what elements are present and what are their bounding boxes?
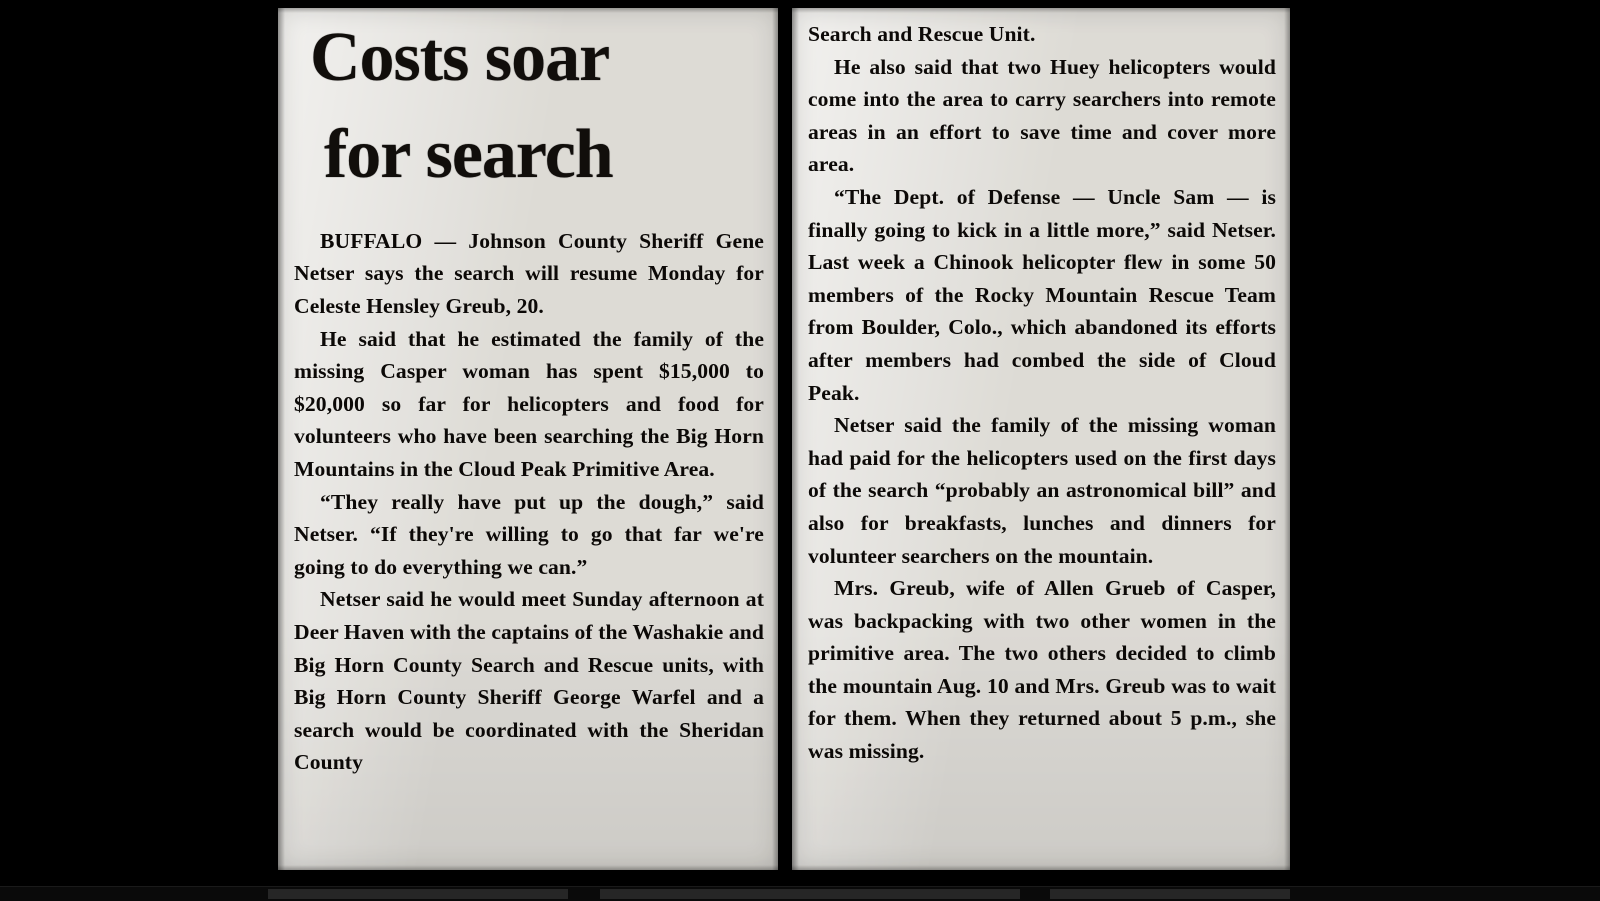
headline-line-1: Costs soar bbox=[310, 19, 610, 96]
article-column-right bbox=[792, 8, 1290, 870]
strip-segment bbox=[1050, 889, 1290, 899]
paragraph: “The Dept. of Defense — Uncle Sam — is finally going to kick in a little more,” said Netser. Last week a Chinook helicopter flew in some 50 members of the Rocky Mountain Rescue Team from Boulder, Colo., which abandoned its efforts after members had combed the side of Cloud Peak. bbox=[808, 184, 1276, 405]
article-body-left bbox=[294, 225, 764, 779]
tear-edge-bottom bbox=[278, 865, 778, 870]
tear-edge-top bbox=[792, 8, 1290, 13]
paragraph: He said that he estimated the family of the missing Casper woman has spent $15,000 to $20,000 so far for helicopters and food for volunteers who have been searching the Big Horn Mountains in the Cloud Peak Primitive Area. bbox=[294, 326, 764, 481]
tear-edge-top bbox=[278, 8, 778, 13]
newspaper-clipping bbox=[278, 8, 1290, 870]
paragraph: Search and Rescue Unit. bbox=[808, 22, 1036, 46]
tear-edge-right bbox=[1284, 8, 1290, 870]
paragraph: “They really have put up the dough,” said Netser. “If they're willing to go that far we're going to do everything we can.” bbox=[294, 489, 764, 579]
strip-segment bbox=[268, 889, 568, 899]
paragraph: Netser said the family of the missing woman had paid for the helicopters used on the first days of the search “probably an astronomical bill” and also for breakfasts, lunches and dinners for volunteer searchers on the mountain. bbox=[808, 413, 1276, 568]
paragraph: BUFFALO — Johnson County Sheriff Gene Netser says the search will resume Monday for Celeste Hensley Greub, 20. bbox=[294, 228, 764, 318]
paragraph: Mrs. Greub, wife of Allen Grueb of Casper, was backpacking with two other women in the primitive area. The two others decided to climb the mountain Aug. 10 and Mrs. Greub was to wait for them. When they returned about 5 p.m., she was missing. bbox=[808, 576, 1276, 764]
tear-edge-bottom bbox=[792, 865, 1290, 870]
headline-line-2: for search bbox=[324, 116, 613, 194]
scan-bottom-strip bbox=[0, 886, 1600, 901]
paragraph: He also said that two Huey helicopters would come into the area to carry searchers into remote areas in an effort to save time and cover more area. bbox=[808, 54, 1276, 177]
paragraph: Netser said he would meet Sunday afternoon at Deer Haven with the captains of the Washakie and Big Horn County Search and Rescue units, with Big Horn County Sheriff George Warfel and a search would be coordinated with the Sheridan County bbox=[294, 587, 764, 775]
strip-segment bbox=[600, 889, 1020, 899]
article-body-right bbox=[808, 18, 1276, 768]
tear-edge-left bbox=[278, 8, 285, 870]
article-headline bbox=[310, 19, 764, 194]
article-column-left bbox=[278, 8, 778, 870]
tear-edge-left bbox=[792, 8, 799, 870]
tear-edge-right bbox=[772, 8, 778, 870]
